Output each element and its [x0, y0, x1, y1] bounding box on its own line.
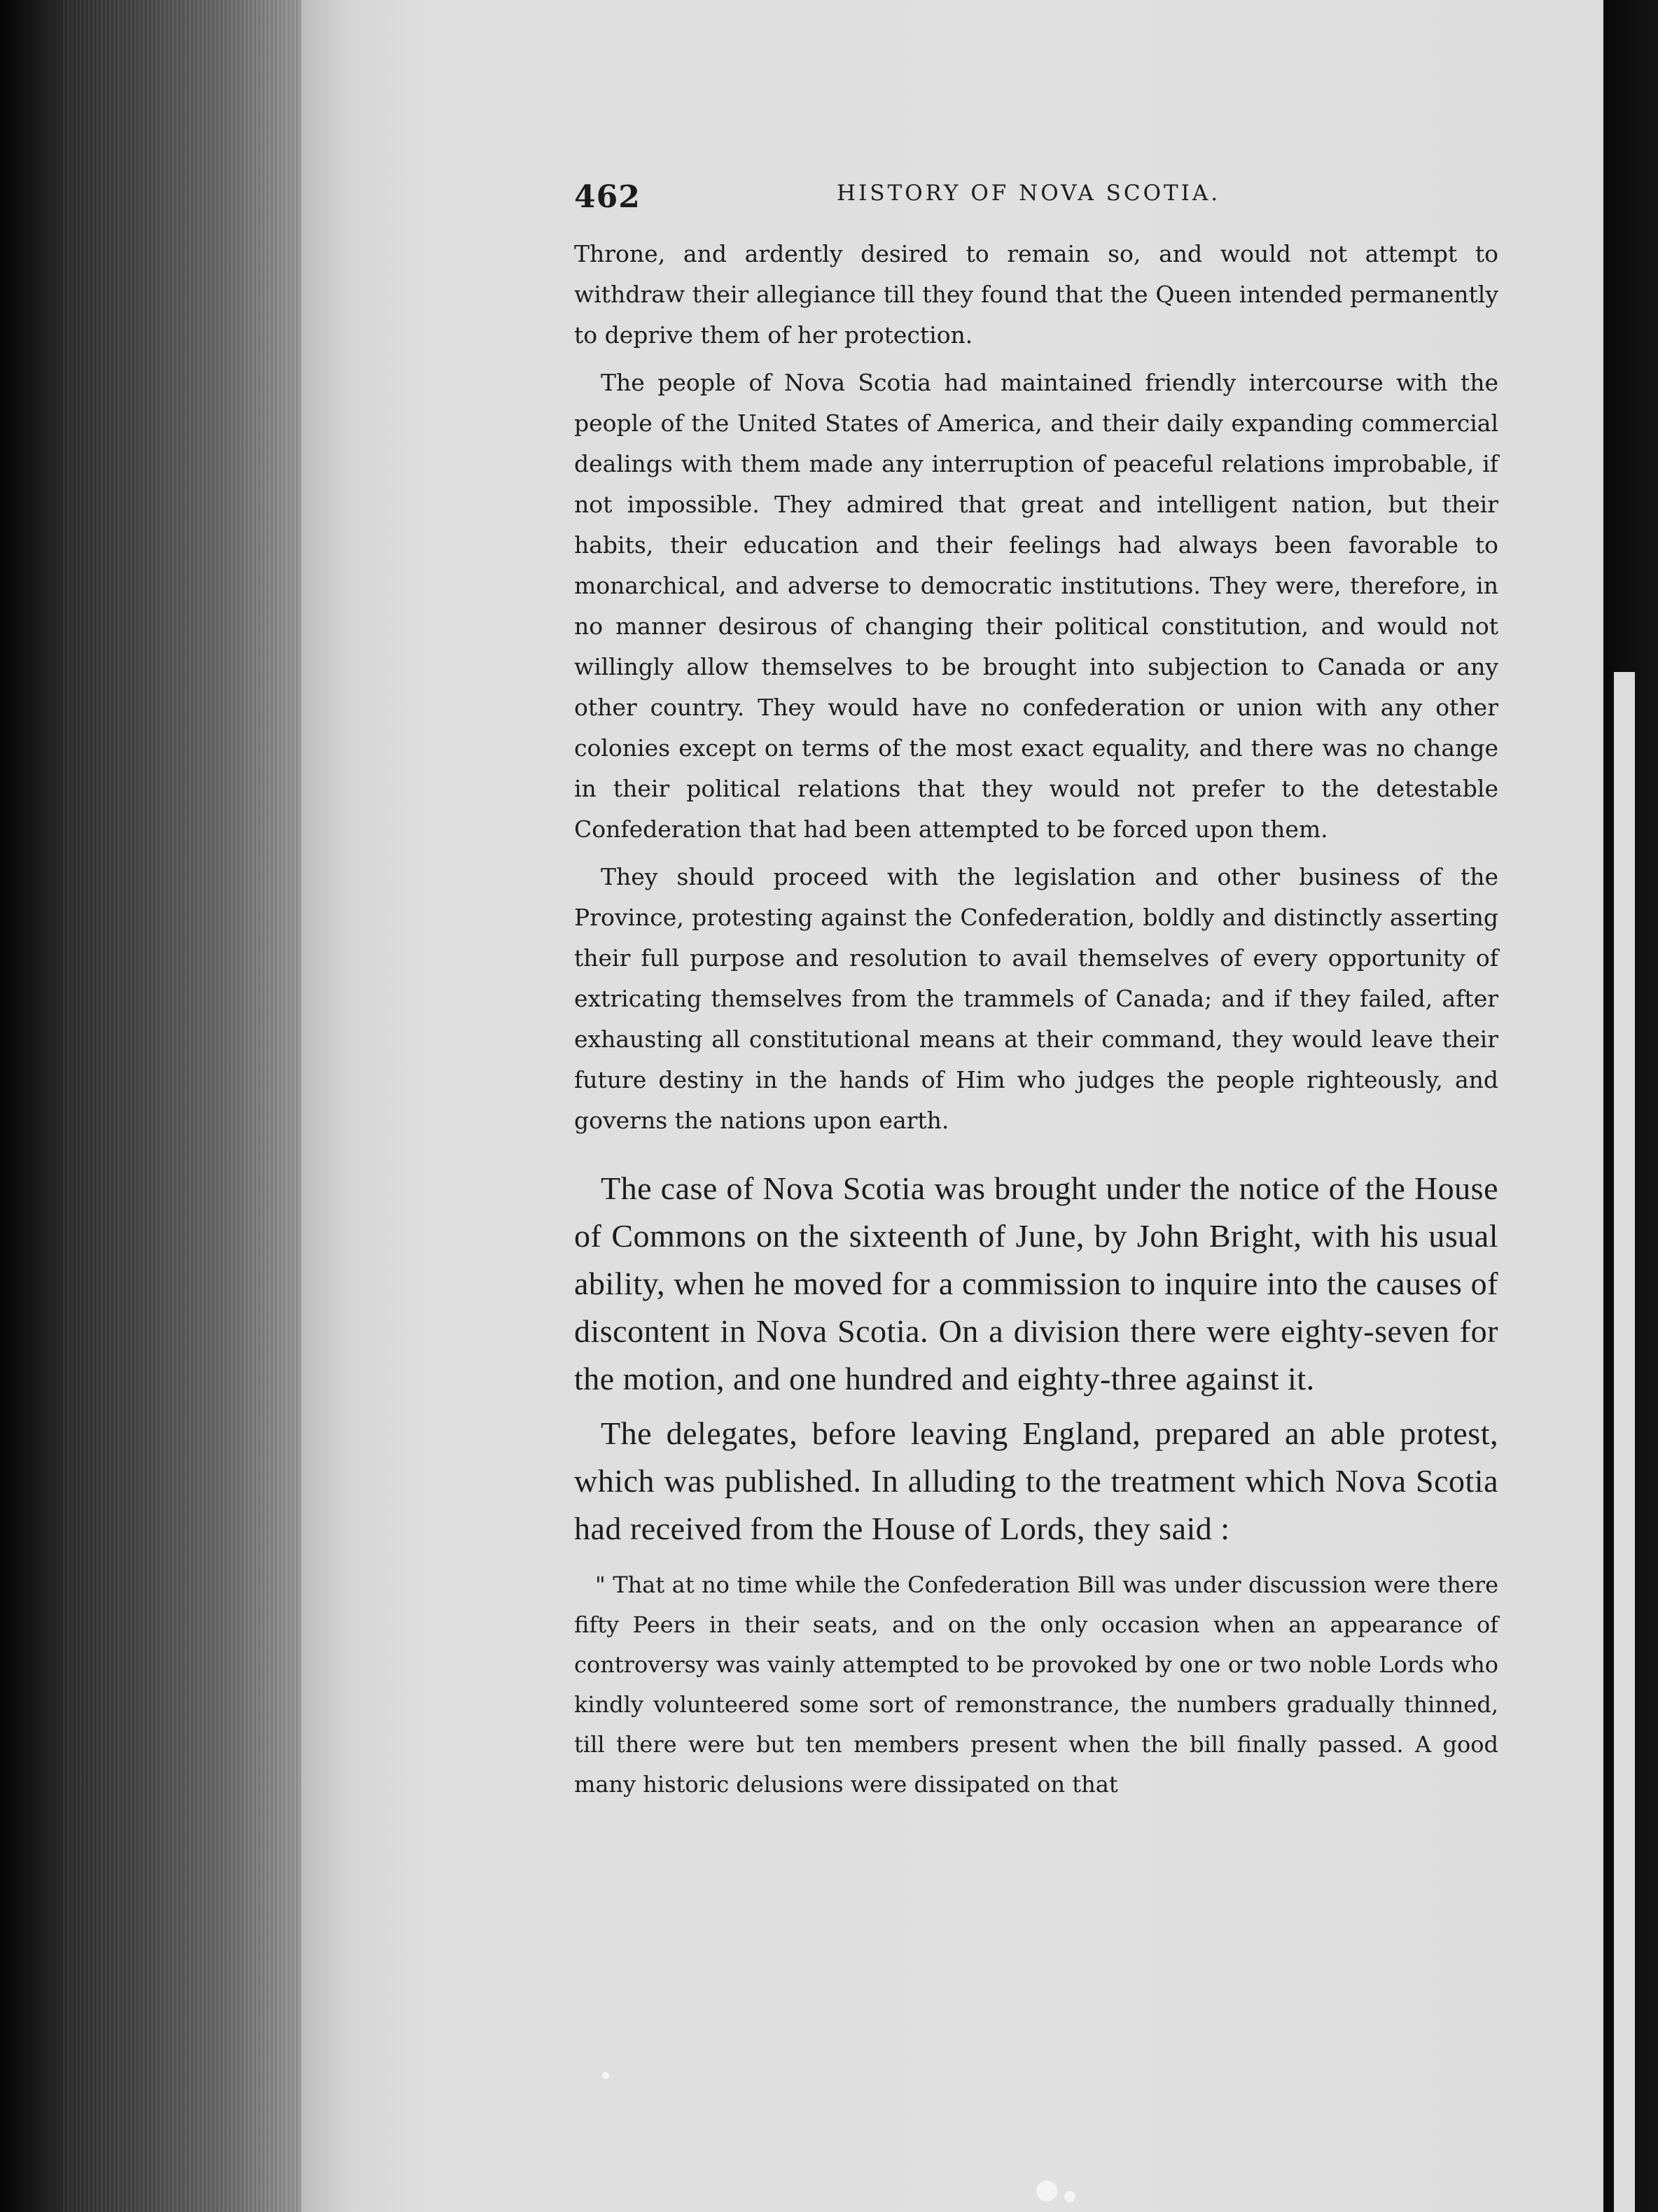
dust-speck — [1064, 2191, 1075, 2202]
page-number: 462 — [574, 179, 641, 215]
paragraph-relations-united-states: The people of Nova Scotia had maintained friendly intercourse with the people of the United States of America, and their daily expanding commercial dealings with them made any interruption of peaceful relations improbable, if not impossible. They admired that great and intelligent nation, but their habits, their education and their feelings had always been favorable to monarchical, and adverse to democratic institutions. They were, therefore, in no manner desirous of changing their political constitution, and would not willingly allow themselves to be brought into subjection to Canada or any other country. They would have no confederation or union with any other colonies except on terms of the most exact equality, and there was no change in their political relations that they would not prefer to the detestable Confederation that had been attempted to be forced upon them. — [574, 369, 1498, 843]
facing-page-edge — [1614, 672, 1635, 2212]
paragraph-continuation: Throne, and ardently desired to remain so, and would not attempt to withdraw their allegiance till they found that the Queen intended permanently to deprive them of her protection. — [574, 240, 1498, 349]
dust-speck — [602, 2072, 609, 2079]
paragraph-house-of-commons: The case of Nova Scotia was brought under the notice of the House of Commons on the sixteenth of June, by John Bright, with his usual ability, when he moved for a commission to inquire into the causes of discontent in Nova Scotia. On a division there were eighty-seven for the motion, and one hundred and eighty-three against it. — [574, 1170, 1498, 1396]
running-title: HISTORY OF NOVA SCOTIA. — [837, 181, 1221, 206]
dust-speck — [1036, 2180, 1057, 2202]
page-header — [574, 168, 1498, 217]
page-content — [574, 168, 1498, 1805]
scan-left-border — [0, 0, 63, 2212]
paragraph-delegates-protest: The delegates, before leaving England, prepared an able protest, which was published. In alluding to the treatment which Nova Scotia had received from the House of Lords, they said : — [574, 1415, 1498, 1546]
block-quote-house-of-lords: " That at no time while the Confederation Bill was under discussion were there fifty Peers in their seats, and on the only occasion when an appearance of controversy was vainly attempted to be provoked by one or two noble Lords who kindly volunteered some sort of remonstrance, the numbers gradually thinned, till there were but ten members present when the bill finally passed. A good many historic delusions were dissipated on that — [574, 1572, 1498, 1798]
paragraph-legislation-protest: They should proceed with the legislation and other business of the Province, protesting against the Confederation, boldly and distinctly asserting their full purpose and resolution to avail themselves of every opportunity of extricating themselves from the trammels of Canada; and if they failed, after exhausting all constitutional means at their command, they would leave their future destiny in the hands of Him who judges the people righteously, and governs the nations upon earth. — [574, 863, 1498, 1134]
book-spine-gutter — [63, 0, 301, 2212]
